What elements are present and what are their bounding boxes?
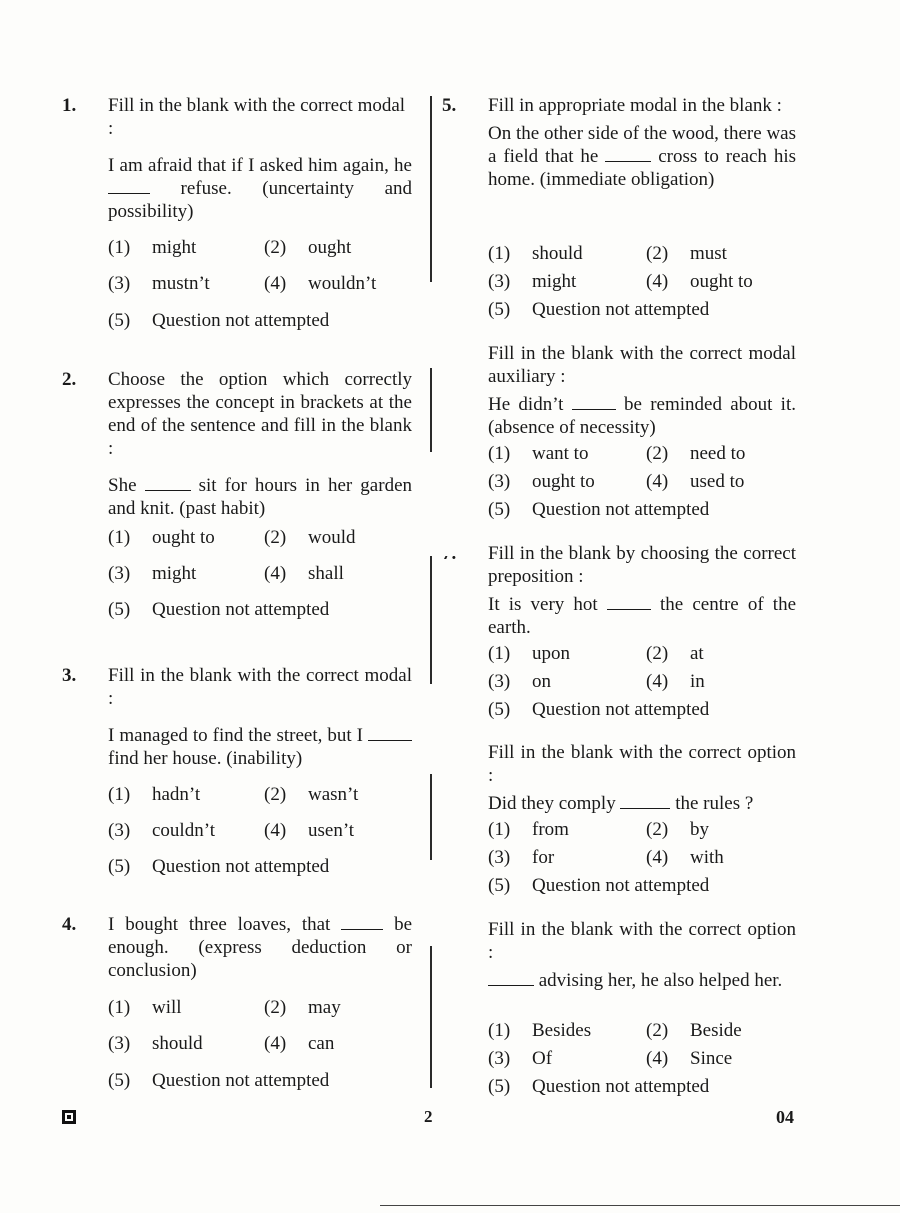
gutter-stamp-mark	[430, 282, 460, 368]
question-number: 5.	[442, 95, 457, 116]
option-3[interactable]: (3) couldn’t	[108, 820, 215, 841]
option-2[interactable]: (2) at	[646, 643, 704, 664]
question-number: 3.	[62, 665, 77, 686]
question-stem: Fill in appropriate modal in the blank :	[488, 95, 782, 116]
option-4[interactable]: (4) usen’t	[264, 820, 355, 841]
option-3[interactable]: (3) Of	[488, 1048, 553, 1069]
question-sentence: It is very hot the centre of the earth.	[488, 594, 797, 638]
question-stem: Fill in the blank with the correct modal :	[108, 665, 412, 709]
question-stem: Fill in the blank with the correct option :	[488, 919, 796, 963]
answer-blank	[341, 915, 383, 930]
question-stem: Fill in the blank with the correct modal :	[108, 95, 406, 139]
option-1[interactable]: (1) will	[108, 997, 182, 1018]
answer-blank	[488, 971, 534, 986]
option-5[interactable]: (5) Question not attempted	[488, 1076, 710, 1097]
gutter-stamp-mark	[430, 452, 460, 556]
question-stem: Fill in the blank with the correct option :	[488, 742, 796, 786]
option-2[interactable]: (2) must	[646, 243, 727, 264]
booklet-code: 04	[776, 1107, 794, 1127]
option-2[interactable]: (2) wasn’t	[264, 784, 359, 805]
option-4[interactable]: (4) with	[646, 847, 724, 868]
question-sentence: I managed to find the street, but I find her house. (inability)	[108, 724, 412, 770]
question-sentence: She sit for hours in her garden and knit. (past habit)	[108, 475, 412, 519]
answer-blank	[572, 395, 616, 410]
question-number: 2.	[62, 369, 77, 390]
question-number: 1.	[62, 95, 77, 116]
question-sentence: On the other side of the wood, there was a field that he cross to reach his home. (immediate obligation)	[488, 123, 797, 190]
gutter-stamp-mark	[430, 684, 460, 774]
option-1[interactable]: (1) hadn’t	[108, 784, 201, 805]
gutter-stamp-mark	[430, 860, 460, 946]
answer-blank	[108, 179, 150, 194]
question-sentence: He didn’t be reminded about it. (absence of necessity)	[488, 394, 796, 438]
option-4[interactable]: (4) used to	[646, 471, 745, 492]
answer-blank	[145, 476, 191, 491]
option-2[interactable]: (2) ought	[264, 237, 352, 258]
option-1[interactable]: (1) Besides	[488, 1020, 592, 1041]
option-4[interactable]: (4) Since	[646, 1048, 733, 1069]
question-stem: Fill in the blank with the correct modal auxiliary :	[488, 343, 796, 387]
option-4[interactable]: (4) in	[646, 671, 705, 692]
option-5[interactable]: (5) Question not attempted	[488, 499, 710, 520]
option-5[interactable]: (5) Question not attempted	[488, 875, 710, 896]
answer-blank	[368, 726, 412, 741]
option-2[interactable]: (2) need to	[646, 443, 746, 464]
option-4[interactable]: (4) wouldn’t	[264, 273, 377, 294]
option-5[interactable]: (5) Question not attempted	[488, 699, 710, 720]
option-3[interactable]: (3) on	[488, 671, 551, 692]
option-1[interactable]: (1) upon	[488, 643, 570, 664]
option-5[interactable]: (5) Question not attempted	[108, 599, 330, 620]
option-1[interactable]: (1) might	[108, 237, 197, 258]
option-2[interactable]: (2) by	[646, 819, 709, 840]
answer-blank	[620, 794, 670, 809]
option-2[interactable]: (2) would	[264, 527, 356, 548]
bottom-rule	[380, 1205, 900, 1206]
option-3[interactable]: (3) ought to	[488, 471, 595, 492]
option-1[interactable]: (1) from	[488, 819, 569, 840]
option-1[interactable]: (1) ought to	[108, 527, 215, 548]
option-5[interactable]: (5) Question not attempted	[108, 1070, 330, 1091]
option-1[interactable]: (1) should	[488, 243, 583, 264]
answer-blank	[605, 147, 651, 162]
option-3[interactable]: (3) might	[488, 271, 577, 292]
option-3[interactable]: (3) for	[488, 847, 555, 868]
option-4[interactable]: (4) can	[264, 1033, 335, 1054]
option-3[interactable]: (3) mustn’t	[108, 273, 210, 294]
answer-blank	[607, 595, 651, 610]
option-3[interactable]: (3) should	[108, 1033, 203, 1054]
option-5[interactable]: (5) Question not attempted	[488, 299, 710, 320]
question-sentence: advising her, he also helped her.	[488, 969, 796, 992]
page-number: 2	[424, 1107, 433, 1126]
footer-square-icon	[62, 1110, 76, 1124]
option-3[interactable]: (3) might	[108, 563, 197, 584]
option-1[interactable]: (1) want to	[488, 443, 589, 464]
option-5[interactable]: (5) Question not attempted	[108, 310, 330, 331]
question-stem: Choose the option which correctly expresses the concept in brackets at the end of the sentence and fill in the blank :	[108, 369, 412, 459]
option-2[interactable]: (2) Beside	[646, 1020, 742, 1041]
question-stem: I bought three loaves, that be enough. (express deduction or conclusion)	[108, 914, 413, 981]
question-sentence: I am afraid that if I asked him again, he refuse. (uncertainty and possibility)	[108, 155, 413, 222]
option-4[interactable]: (4) shall	[264, 563, 344, 584]
option-4[interactable]: (4) ought to	[646, 271, 753, 292]
question-number: 4.	[62, 914, 77, 935]
question-sentence: Did they comply the rules ?	[488, 793, 754, 814]
option-2[interactable]: (2) may	[264, 997, 341, 1018]
option-5[interactable]: (5) Question not attempted	[108, 856, 330, 877]
question-stem: Fill in the blank by choosing the correct preposition :	[488, 543, 796, 587]
